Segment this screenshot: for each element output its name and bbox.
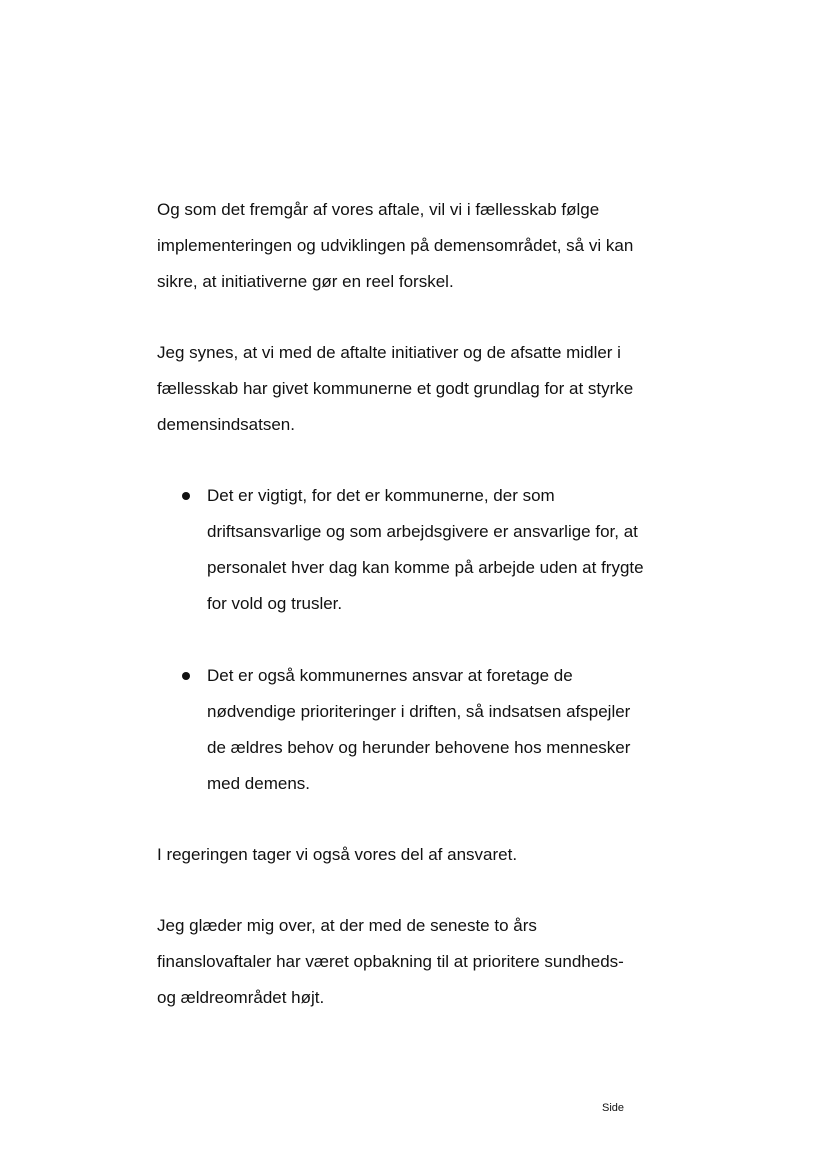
bullet-line: nødvendige prioriteringer i driften, så indsatsen afspejler xyxy=(207,702,631,721)
bullet-dot-icon xyxy=(182,672,190,680)
bullet-line: med demens. xyxy=(207,774,310,793)
paragraph-follow-implementation xyxy=(157,192,677,300)
bullet-line: de ældres behov og herunder behovene hos mennesker xyxy=(207,738,631,757)
paragraph-finance-agreements xyxy=(157,908,677,1016)
bullet-line: Det er også kommunernes ansvar at foretage de xyxy=(207,666,573,685)
paragraph-line: Jeg synes, at vi med de aftalte initiativer og de afsatte midler i xyxy=(157,343,621,362)
page-footer-label: Side xyxy=(602,1102,625,1114)
paragraph-line: fællesskab har givet kommunerne et godt grundlag for at styrke xyxy=(157,379,634,398)
bullet-line: Det er vigtigt, for det er kommunerne, der som xyxy=(207,486,555,505)
paragraph-line: demensindsatsen. xyxy=(157,415,295,434)
bullet-line: personalet hver dag kan komme på arbejde uden at frygte xyxy=(207,558,644,577)
paragraph-line: finanslovaftaler har været opbakning til at prioritere sundheds- xyxy=(157,952,624,971)
paragraph-line: sikre, at initiativerne gør en reel forskel. xyxy=(157,272,454,291)
paragraph-line: I regeringen tager vi også vores del af ansvaret. xyxy=(157,845,518,864)
paragraph-government-responsibility xyxy=(157,837,677,873)
paragraph-dementia-foundation xyxy=(157,335,677,443)
paragraph-line: implementeringen og udviklingen på demensområdet, så vi kan xyxy=(157,236,634,255)
paragraph-line: og ældreområdet højt. xyxy=(157,988,325,1007)
bullet-text xyxy=(207,478,644,622)
bullet-line: for vold og trusler. xyxy=(207,594,343,613)
paragraph-line: Jeg glæder mig over, at der med de seneste to års xyxy=(157,916,537,935)
bullet-line: driftsansvarlige og som arbejdsgivere er ansvarlige for, at xyxy=(207,522,638,541)
bullet-text xyxy=(207,658,630,802)
bullet-dot-icon xyxy=(182,492,190,500)
paragraph-line: Og som det fremgår af vores aftale, vil vi i fællesskab følge xyxy=(157,200,600,219)
